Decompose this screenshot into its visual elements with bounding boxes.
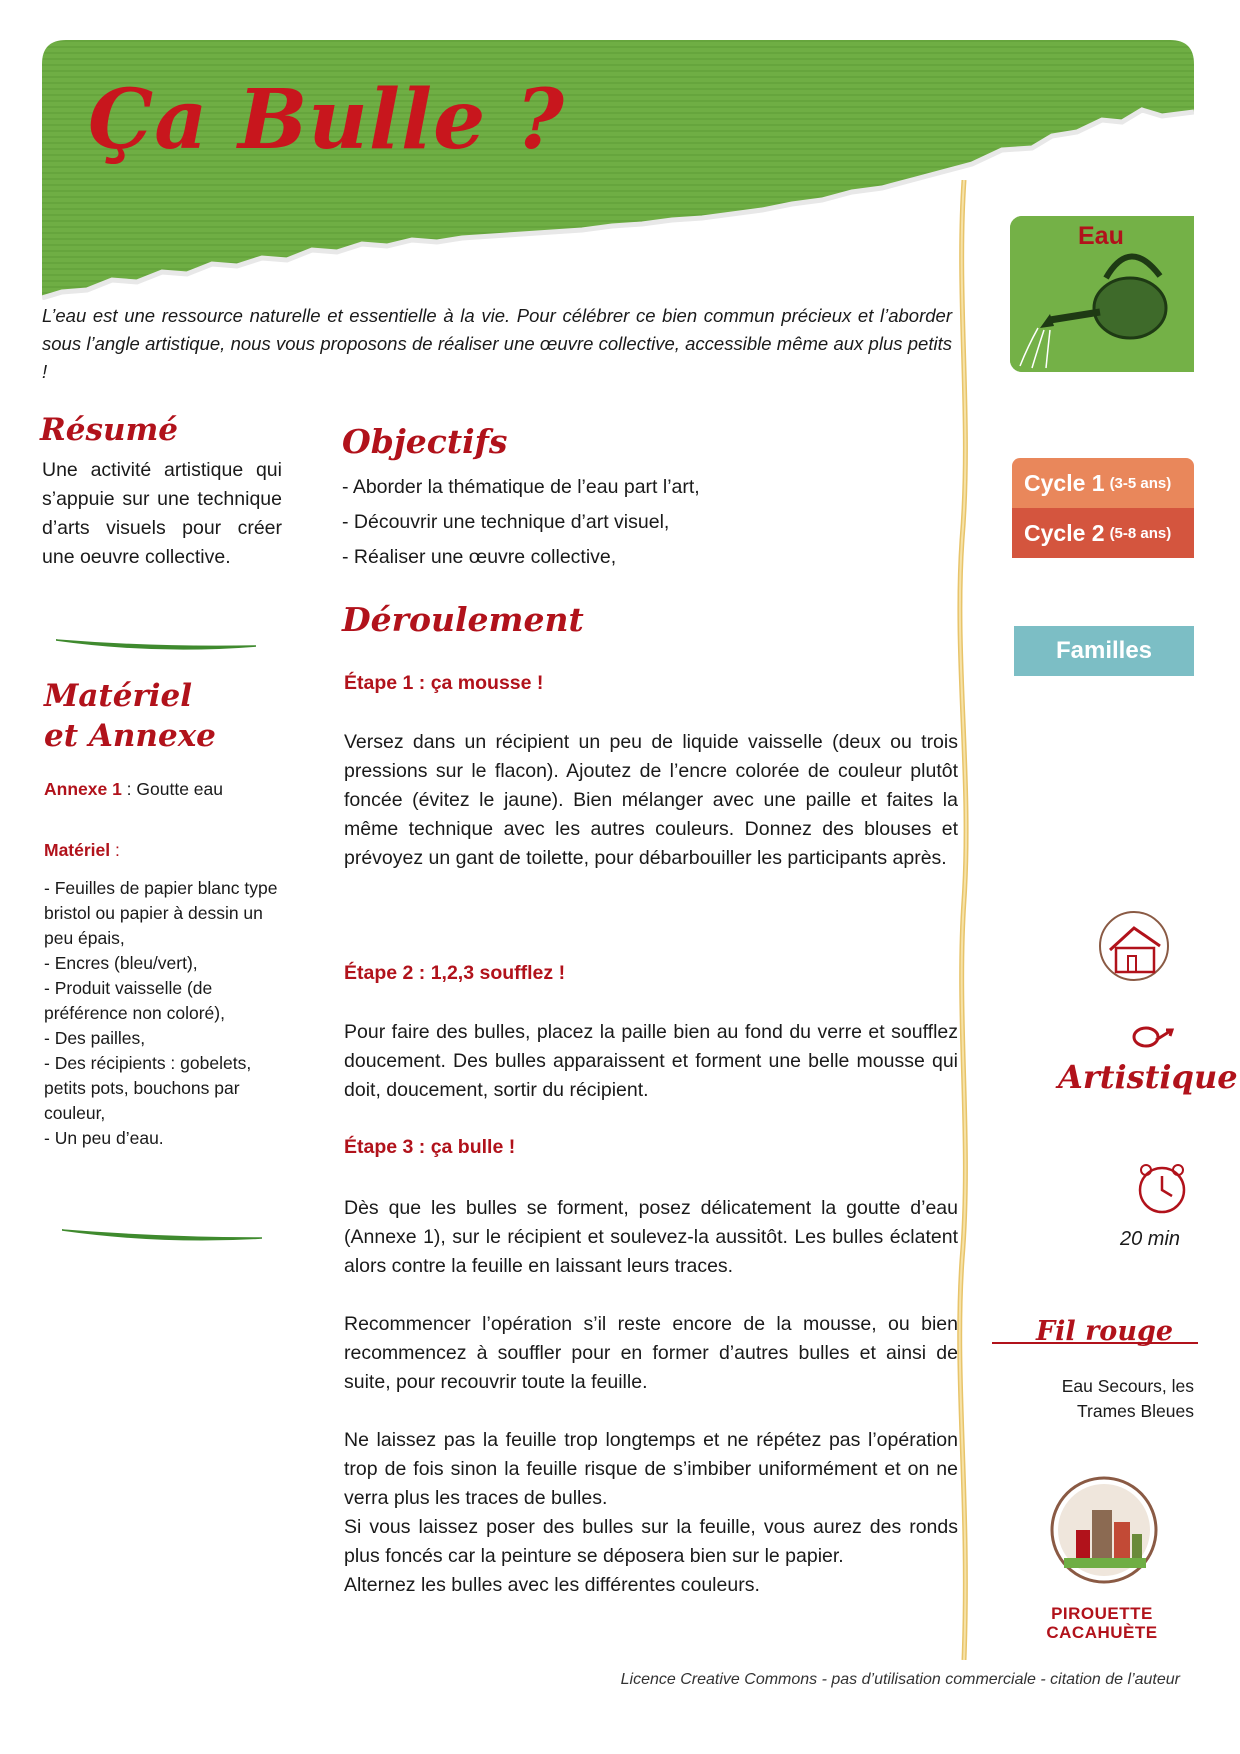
step-3-text: Dès que les bulles se forment, posez délicatement la goutte d’eau (Annexe 1), sur le récipient et soulevez-la aussitôt. Les bulles éclatent alors contre la feuille en laissant leurs traces. (344, 1197, 958, 1277)
page-title: Ça Bulle ? (88, 72, 565, 168)
tips-line: Si vous laissez poser des bulles sur la feuille, vous aurez des ronds plus foncés car la peinture se déposera bien sur le papier. (344, 1516, 958, 1567)
list-item: - Produit vaisselle (de préférence non coloré), (44, 978, 225, 1023)
step-1-title: Étape 1 : ça mousse ! (344, 672, 544, 694)
materiel-label (44, 840, 120, 861)
step-3-title: Étape 3 : ça bulle ! (344, 1136, 516, 1158)
list-item: - Des pailles, (44, 1028, 146, 1048)
filrouge-heading: Fil rouge (1036, 1316, 1174, 1347)
resume-heading: Résumé (40, 412, 179, 448)
materiel-label-text: Matériel (44, 840, 111, 860)
cycle-1-age: (3-5 ans) (1109, 474, 1172, 492)
deroulement-heading: Déroulement (342, 600, 584, 639)
house-icon (1094, 906, 1176, 984)
grass-divider-icon (62, 1226, 262, 1246)
duration-text: 20 min (1120, 1228, 1181, 1250)
logo-line-1: PIROUETTE (1051, 1604, 1153, 1623)
objectifs-list (342, 470, 942, 575)
pirouette-logo-icon (1046, 1470, 1164, 1590)
intro-text: L’eau est une ressource naturelle et essentielle à la vie. Pour célébrer ce bien commun précieux et l’aborder sous l’angle artistique, nous vous proposons de réaliser une œuvre collective, accessible même aux plus petits ! (42, 305, 952, 382)
category-label: Artistique (1058, 1058, 1238, 1096)
list-item: - Encres (bleu/vert), (44, 953, 198, 973)
objectifs-heading: Objectifs (342, 422, 508, 461)
annexe-value: : Goutte eau (121, 779, 223, 799)
list-item: - Aborder la thématique de l’eau part l’art, (342, 476, 700, 498)
materiel-heading-line2: et Annexe (44, 718, 216, 754)
cycle-2-badge (1012, 508, 1194, 558)
grass-divider-icon (56, 634, 256, 654)
materiel-list (44, 876, 284, 1151)
materiel-label-suffix: : (110, 840, 120, 860)
palette-icon (1130, 1024, 1176, 1050)
filrouge-underline (992, 1338, 1198, 1348)
step-2-text: Pour faire des bulles, placez la paille bien au fond du verre et soufflez doucement. Des bulles apparaissent et forment une belle mousse qui doit, doucement, sortir du récipient. (344, 1021, 958, 1101)
annexe-line (44, 779, 223, 800)
logo-line-2: CACAHUÈTE (1046, 1623, 1158, 1642)
theme-label: Eau (1078, 222, 1124, 250)
resume-text: Une activité artistique qui s’appuie sur une technique d’arts visuels pour créer une oeuvre collective. (42, 459, 282, 568)
tips-text (344, 1426, 958, 1600)
list-item: - Un peu d’eau. (44, 1128, 164, 1148)
familles-badge: Familles (1014, 626, 1194, 676)
clock-icon (1132, 1158, 1192, 1218)
materiel-heading-line1: Matériel (44, 678, 193, 714)
cycle-2-age: (5-8 ans) (1109, 524, 1172, 542)
list-item: - Des récipients : gobelets, petits pots, bouchons par couleur, (44, 1053, 252, 1123)
filrouge-text: Eau Secours, les Trames Bleues (1061, 1376, 1194, 1421)
logo-text (1040, 1604, 1164, 1642)
step-2-title: Étape 2 : 1,2,3 soufflez ! (344, 962, 566, 984)
repeat-text: Recommencer l’opération s’il reste encore de la mousse, ou bien recommencez à souffler pour en former d’autres bulles et ainsi de suite, pour recouvrir toute la feuille. (344, 1313, 958, 1393)
list-item: - Réaliser une œuvre collective, (342, 546, 617, 568)
step-1-text: Versez dans un récipient un peu de liquide vaisselle (deux ou trois pressions sur le flacon). Ajoutez de l’encre colorée de couleur plutôt foncée (évitez le jaune). Bien mélanger avec une paille et faites la même technique avec les autres couleurs. Donnez des blouses et prévoyez un gant de toilette, pour débarbouiller les participants après. (344, 731, 958, 869)
materiel-heading (44, 676, 216, 756)
licence-footer: Licence Creative Commons - pas d’utilisation commerciale - citation de l’auteur (620, 1671, 1180, 1688)
list-item: - Feuilles de papier blanc type bristol ou papier à dessin un peu épais, (44, 878, 278, 948)
annexe-label: Annexe 1 (44, 779, 122, 799)
cycle-1-label: Cycle 1 (1024, 469, 1105, 496)
tips-line: Alternez les bulles avec les différentes couleurs. (344, 1574, 760, 1596)
cycle-1-badge (1012, 458, 1194, 508)
tips-line: Ne laissez pas la feuille trop longtemps et ne répétez pas l’opération trop de fois sinon la feuille risque de s’imbiber uniformément et on ne verra plus les traces de bulles. (344, 1429, 958, 1509)
cycle-2-label: Cycle 2 (1024, 519, 1105, 546)
list-item: - Découvrir une technique d’art visuel, (342, 511, 670, 533)
